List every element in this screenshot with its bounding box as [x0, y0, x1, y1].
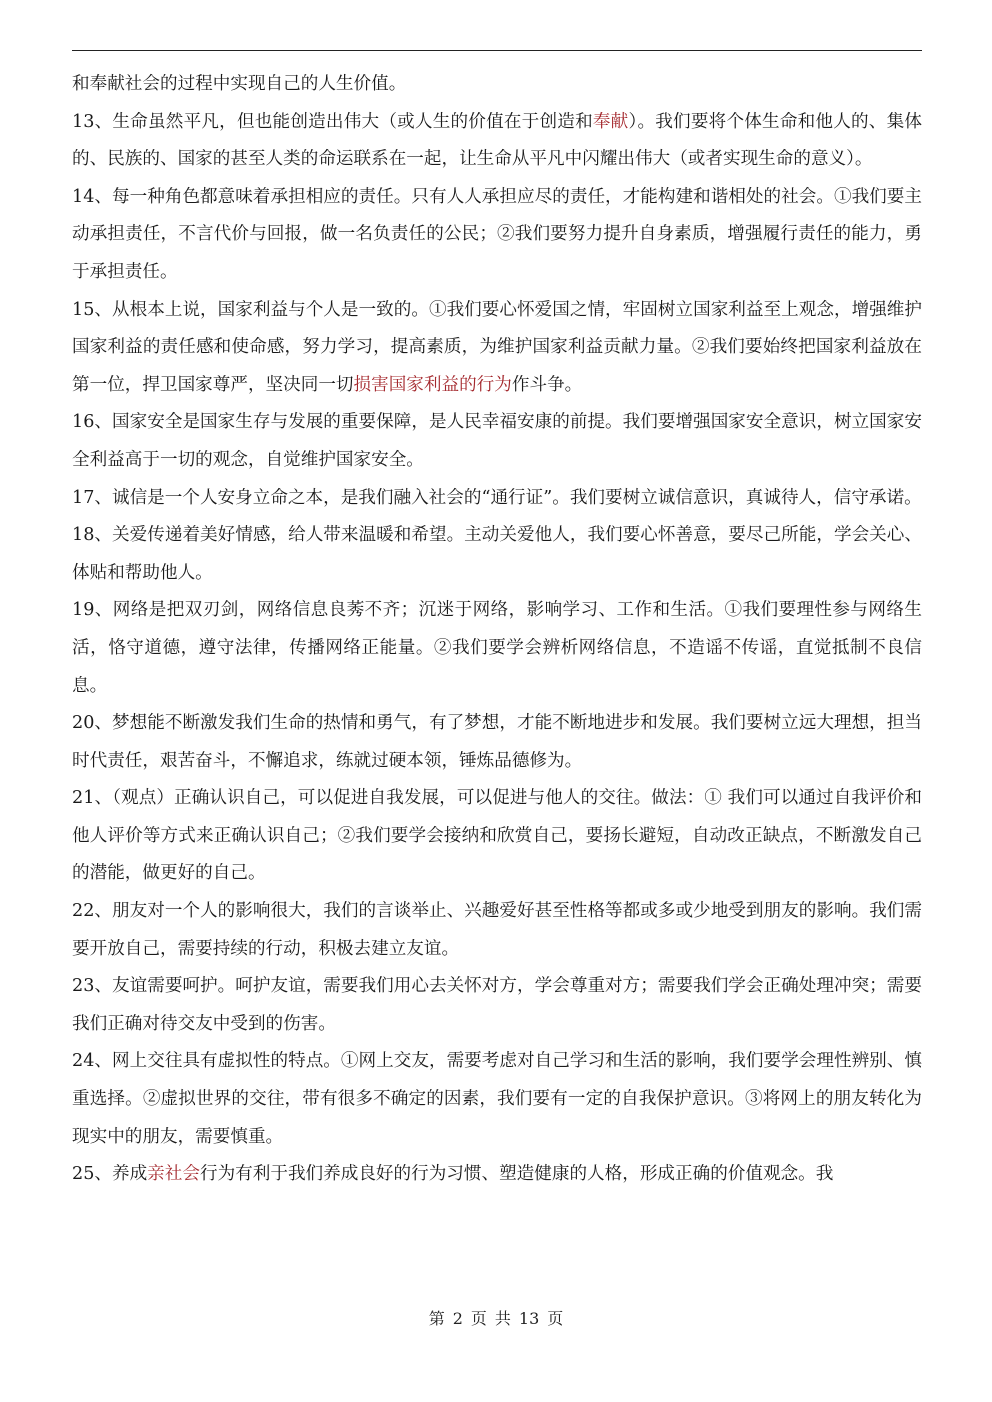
paragraph: [72, 179, 922, 292]
document-body: [72, 66, 922, 1194]
highlighted-text: 损害国家利益的行为: [353, 374, 512, 395]
paragraph: [72, 66, 922, 104]
paragraph: [72, 1156, 922, 1194]
paragraph-text: 24、网上交往具有虚拟性的特点。①网上交友，需要考虑对自己学习和生活的影响，我们要学会理性辨别、慎重选择。②虚拟世界的交往，带有很多不确定的因素，我们要有一定的自我保护意识。③将网上的朋友转化为现实中的朋友，需要慎重。: [72, 1051, 922, 1147]
paragraph-text: 和奉献社会的过程中实现自己的人生价值。: [72, 74, 407, 94]
paragraph-text: 16、国家安全是国家生存与发展的重要保障，是人民幸福安康的前提。我们要增强国家安全意识，树立国家安全利益高于一切的观念，自觉维护国家安全。: [72, 412, 922, 470]
paragraph-text: 作斗争。: [511, 374, 583, 395]
paragraph: [72, 1043, 922, 1156]
paragraph: [72, 517, 922, 592]
paragraph: [72, 292, 922, 405]
paragraph-text: 18、关爱传递着美好情感，给人带来温暖和希望。主动关爱他人，我们要心怀善意，要尽己所能，学会关心、体贴和帮助他人。: [72, 525, 922, 583]
paragraph-text: 行为有利于我们养成良好的行为习惯、塑造健康的人格，形成正确的价值观念。我: [199, 1164, 834, 1185]
paragraph: [72, 104, 922, 179]
paragraph-text: 25、养成: [72, 1164, 148, 1185]
paragraph-text: 17、诚信是一个人安身立命之本，是我们融入社会的“通行证”。我们要树立诚信意识，真诚待人，信守承诺。: [72, 487, 922, 508]
paragraph-text: 20、梦想能不断激发我们生命的热情和勇气，有了梦想，才能不断地进步和发展。我们要树立远大理想，担当时代责任，艰苦奋斗，不懈追求，练就过硬本领，锤炼品德修为。: [72, 713, 922, 771]
highlighted-text: 奉献: [592, 111, 629, 132]
paragraph-text: 21、（观点）正确认识自己，可以促进自我发展，可以促进与他人的交往。做法：① 我们可以通过自我评价和他人评价等方式来正确认识自己；②我们要学会接纳和欣赏自己，要扬长避短，自动改正缺点，不断激发自己的潜能，做更好的自己。: [72, 788, 922, 884]
paragraph-text: 14、每一种角色都意味着承担相应的责任。只有人人承担应尽的责任，才能构建和谐相处的社会。①我们要主动承担责任，不言代价与回报，做一名负责任的公民；②我们要努力提升自身素质，增强履行责任的能力，勇于承担责任。: [72, 186, 922, 282]
paragraph: [72, 968, 922, 1043]
paragraph: [72, 705, 922, 780]
highlighted-text: 亲社会: [147, 1164, 200, 1185]
paragraph: [72, 592, 922, 705]
paragraph: [72, 480, 922, 518]
paragraph-text: 23、友谊需要呵护。呵护友谊，需要我们用心去关怀对方，学会尊重对方；需要我们学会正确处理冲突；需要我们正确对待交友中受到的伤害。: [72, 976, 922, 1034]
paragraph-text: 19、网络是把双刃剑，网络信息良莠不齐；沉迷于网络，影响学习、工作和生活。①我们要理性参与网络生活，恪守道德，遵守法律，传播网络正能量。②我们要学会辨析网络信息，不造谣不传谣，直觉抵制不良信息。: [72, 600, 922, 696]
paragraph-text: 13、生命虽然平凡，但也能创造出伟大（或人生的价值在于创造和: [72, 111, 593, 132]
footer-di: 第: [428, 1309, 445, 1328]
footer-ye: 页: [470, 1309, 487, 1328]
header-rule: [72, 50, 922, 51]
paragraph-text: 15、从根本上说，国家利益与个人是一致的。①我们要心怀爱国之情，牢固树立国家利益至上观念，增强维护国家利益的责任感和使命感，努力学习，提高素质，为维护国家利益贡献力量。②我们要始终把国家利益放在第一位，捍卫国家尊严，坚决同一切: [72, 299, 922, 395]
paragraph: [72, 780, 922, 893]
footer-page-number: 2: [452, 1309, 463, 1328]
paragraph-text: ）。我们要将个体生命和他人的、集体的、民族的、国家的甚至人类的命运联系在一起，让生命从平凡中闪耀出伟大（或者实现生命的意义）。: [72, 111, 922, 170]
paragraph: [72, 404, 922, 479]
footer-ye2: 页: [547, 1309, 564, 1328]
page-footer: [0, 1306, 992, 1329]
footer-gong: 共: [494, 1309, 511, 1328]
paragraph: [72, 893, 922, 968]
paragraph-text: 22、朋友对一个人的影响很大，我们的言谈举止、兴趣爱好甚至性格等都或多或少地受到朋友的影响。我们需要开放自己，需要持续的行动，积极去建立友谊。: [72, 901, 922, 959]
footer-total-pages: 13: [518, 1309, 540, 1328]
